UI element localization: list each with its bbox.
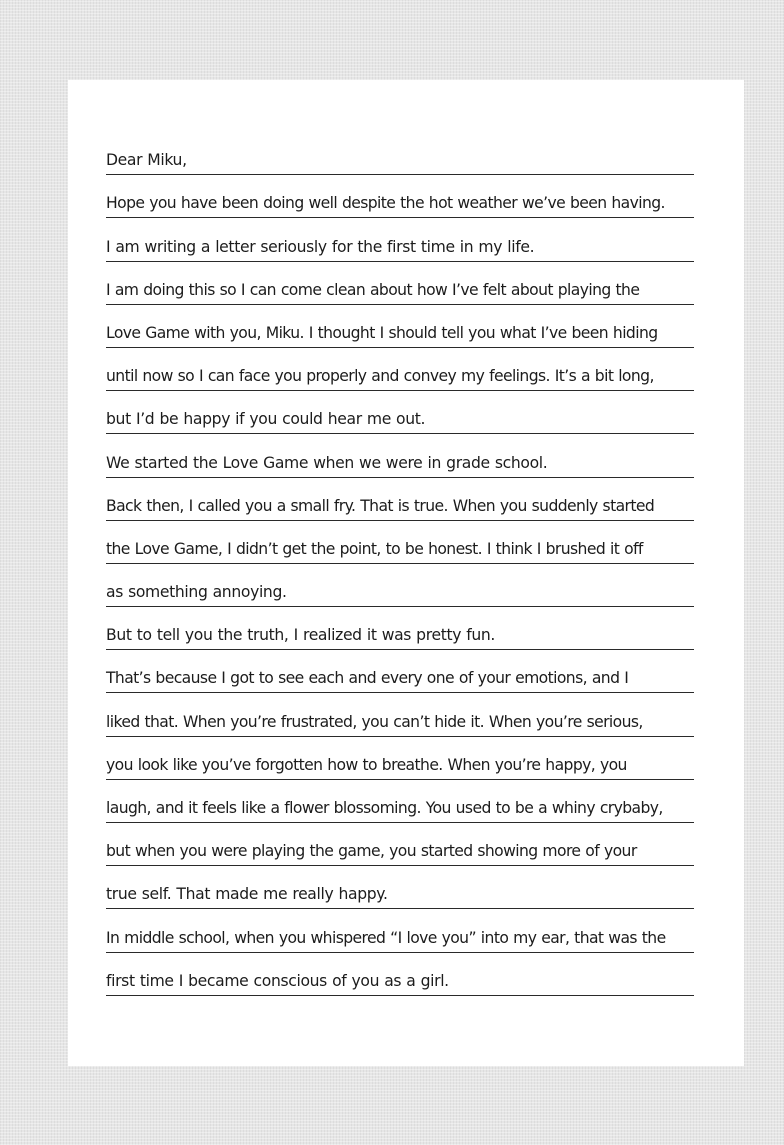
letter-line-text: That’s because I got to see each and every one of your emotions, and I	[106, 669, 629, 688]
letter-line-text: but when you were playing the game, you started showing more of your	[106, 842, 637, 861]
letter-line-text: as something annoying.	[106, 583, 287, 602]
letter-line	[106, 521, 694, 564]
letter-line-text: But to tell you the truth, I realized it was pretty fun.	[106, 626, 496, 645]
letter-line	[106, 909, 694, 952]
letter-line	[106, 348, 694, 391]
letter-line-text: We started the Love Game when we were in grade school.	[106, 453, 548, 472]
letter-line-text: In middle school, when you whispered “I love you” into my ear, that was the	[106, 928, 666, 947]
letter-line	[106, 175, 694, 218]
letter-line	[106, 478, 694, 521]
letter-line	[106, 737, 694, 780]
letter-line	[106, 780, 694, 823]
letter-line	[106, 823, 694, 866]
letter-line	[106, 132, 694, 175]
letter-line	[106, 693, 694, 736]
letter-line-text: laugh, and it feels like a flower blossoming. You used to be a whiny crybaby,	[106, 799, 663, 817]
letter-line	[106, 866, 694, 909]
letter-body	[106, 132, 694, 996]
letter-line	[106, 305, 694, 348]
letter-line	[106, 564, 694, 607]
letter-line-text: Back then, I called you a small fry. That is true. When you suddenly started	[106, 496, 655, 515]
letter-line-text: I am writing a letter seriously for the first time in my life.	[106, 237, 535, 256]
letter-line-text: Dear Miku,	[106, 151, 187, 170]
letter-paper	[68, 80, 744, 1066]
letter-line	[106, 391, 694, 434]
letter-line	[106, 650, 694, 693]
letter-line	[106, 262, 694, 305]
letter-line-text: first time I became conscious of you as a girl.	[106, 971, 449, 990]
letter-line	[106, 607, 694, 650]
letter-line-text: liked that. When you’re frustrated, you can’t hide it. When you’re serious,	[106, 712, 643, 731]
letter-line	[106, 218, 694, 261]
letter-line	[106, 953, 694, 996]
letter-line-text: true self. That made me really happy.	[106, 885, 388, 904]
letter-line-text: but I’d be happy if you could hear me out.	[106, 410, 426, 429]
letter-line-text: until now so I can face you properly and convey my feelings. It’s a bit long,	[106, 367, 654, 386]
letter-line-text: Hope you have been doing well despite the hot weather we’ve been having.	[106, 194, 665, 213]
letter-line-text: the Love Game, I didn’t get the point, to be honest. I think I brushed it off	[106, 539, 643, 558]
letter-line-text: you look like you’ve forgotten how to breathe. When you’re happy, you	[106, 755, 627, 774]
letter-line-text: I am doing this so I can come clean about how I’ve felt about playing the	[106, 280, 640, 299]
letter-line-text: Love Game with you, Miku. I thought I should tell you what I’ve been hiding	[106, 323, 658, 342]
letter-line	[106, 434, 694, 477]
